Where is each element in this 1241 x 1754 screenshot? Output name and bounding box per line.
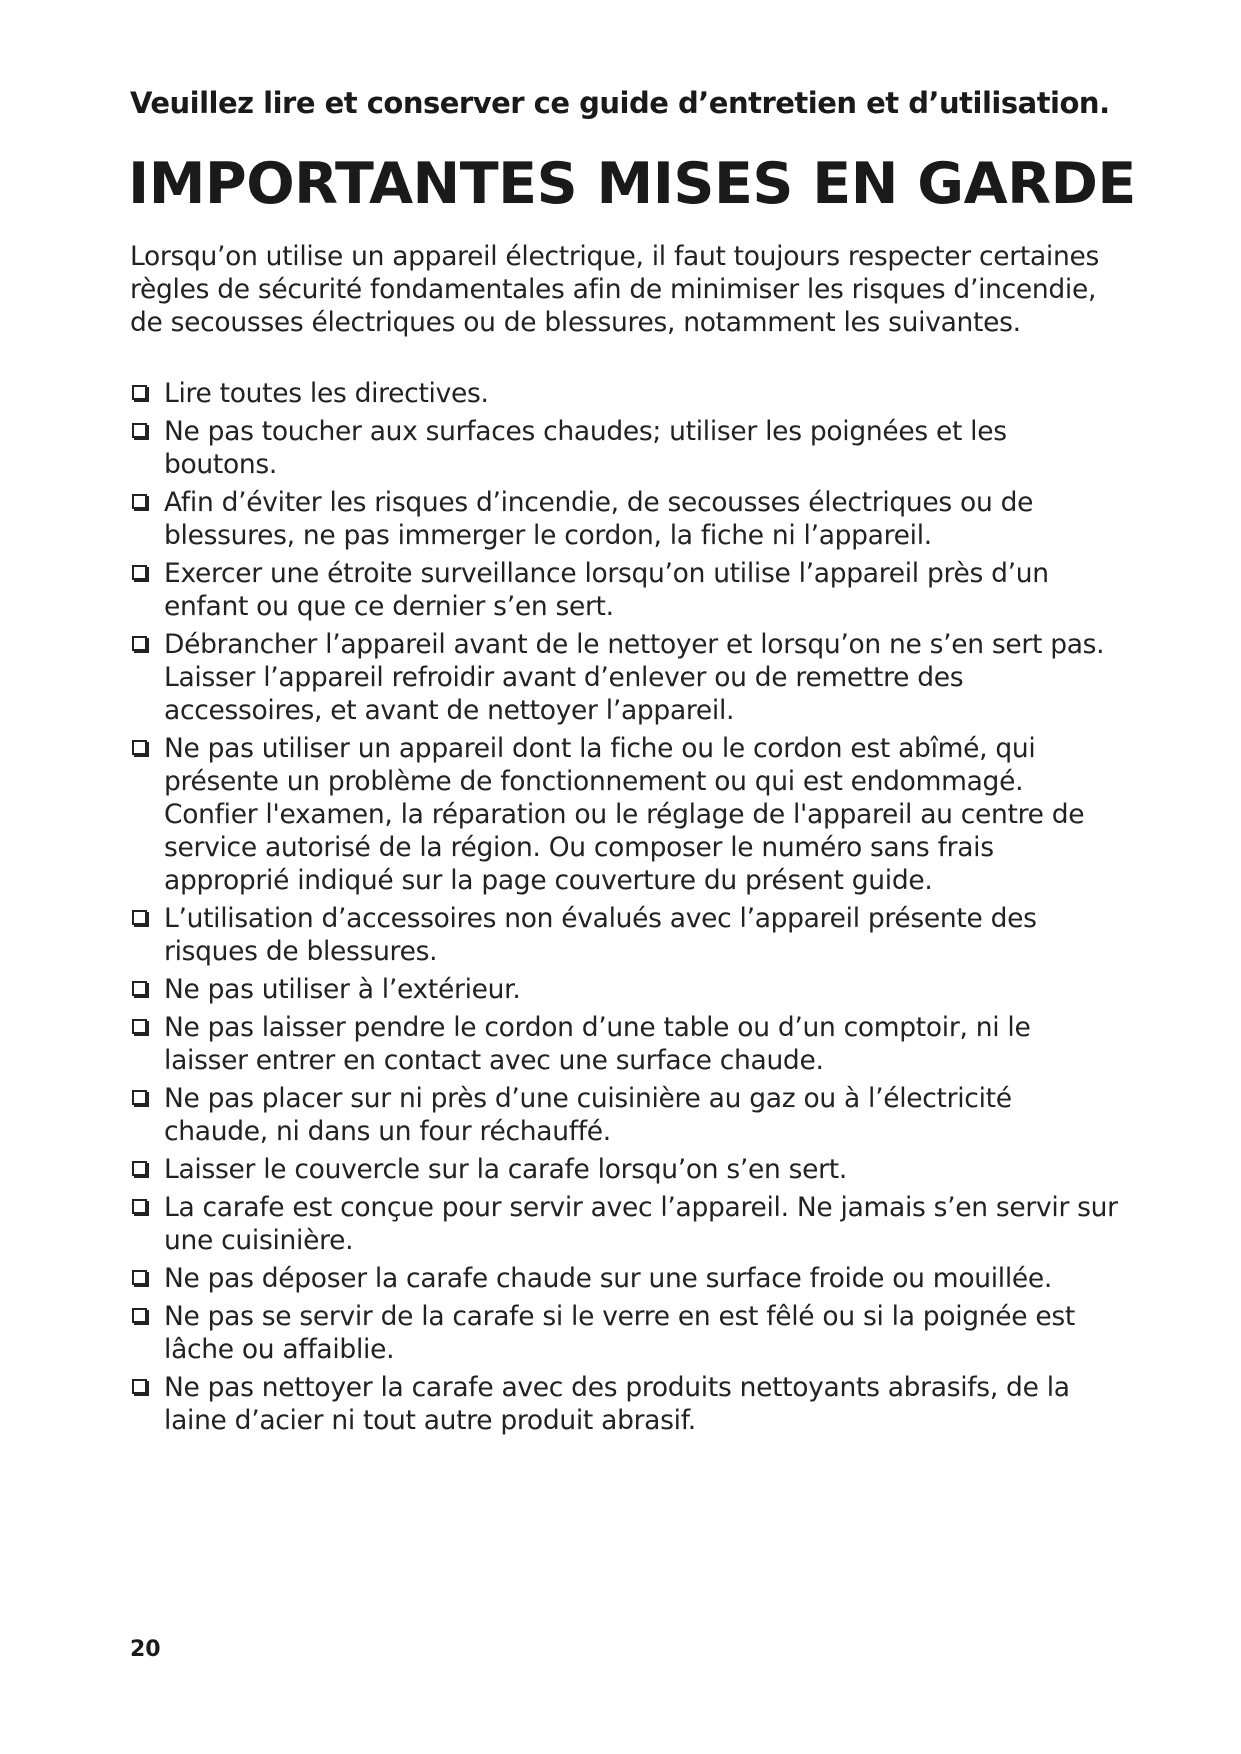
page-title: IMPORTANTES MISES EN GARDE <box>128 151 1136 217</box>
list-item <box>130 1300 1120 1366</box>
list-item <box>130 486 1120 552</box>
list-item <box>130 1191 1120 1257</box>
safety-instructions-list <box>130 377 1120 1442</box>
document-subtitle: Veuillez lire et conserver ce guide d’entretien et d’utilisation. <box>130 86 1110 120</box>
intro-paragraph: Lorsqu’on utilise un appareil électrique, il faut toujours respecter certaines règles de sécurité fondamentales afin de minimiser les risques d’incendie, de secousses électriques ou de blessures, notamment les suivantes. <box>130 241 1099 338</box>
list-item-text: Exercer une étroite surveillance lorsqu’on utilise l’appareil près d’un enfant ou que ce dernier s’en sert. <box>164 558 1049 622</box>
checkbox-icon <box>132 385 147 400</box>
page-number: 20 <box>130 1637 161 1662</box>
list-item-text: Ne pas utiliser un appareil dont la fiche ou le cordon est abîmé, qui présente un problème de fonctionnement ou qui est endommagé. Confier l'examen, la réparation ou le réglage de l'appareil au centre de service autorisé de la région. Ou composer le numéro sans frais approprié indiqué sur la page couverture du présent guide. <box>164 733 1085 896</box>
checkbox-icon <box>132 423 147 438</box>
list-item <box>130 902 1120 968</box>
checkbox-icon <box>132 1199 147 1214</box>
list-item-text: L’utilisation d’accessoires non évalués avec l’appareil présente des risques de blessures. <box>164 903 1037 967</box>
list-item-text: Ne pas toucher aux surfaces chaudes; utiliser les poignées et les boutons. <box>164 416 1007 480</box>
checkbox-icon <box>132 565 147 580</box>
list-item <box>130 557 1120 623</box>
checkbox-icon <box>132 1090 147 1105</box>
list-item <box>130 1082 1120 1148</box>
checkbox-icon <box>132 1270 147 1285</box>
list-item-text: Ne pas utiliser à l’extérieur. <box>164 974 521 1005</box>
list-item-text: Ne pas déposer la carafe chaude sur une surface froide ou mouillée. <box>164 1263 1053 1294</box>
checkbox-icon <box>132 1379 147 1394</box>
list-item <box>130 377 1120 410</box>
list-item-text: Ne pas se servir de la carafe si le verre en est fêlé ou si la poignée est lâche ou affaiblie. <box>164 1301 1076 1365</box>
document-page <box>128 0 1136 1754</box>
list-item <box>130 1371 1120 1437</box>
list-item-text: Ne pas placer sur ni près d’une cuisinière au gaz ou à l’électricité chaude, ni dans un four réchauffé. <box>164 1083 1012 1147</box>
list-item <box>130 415 1120 481</box>
checkbox-icon <box>132 1308 147 1323</box>
list-item <box>130 1262 1120 1295</box>
checkbox-icon <box>132 636 147 651</box>
checkbox-icon <box>132 981 147 996</box>
list-item-text: Débrancher l’appareil avant de le nettoyer et lorsqu’on ne s’en sert pas. Laisser l’appareil refroidir avant d’enlever ou de remettre des accessoires, et avant de nettoyer l’appareil. <box>164 629 1105 726</box>
list-item-text: Laisser le couvercle sur la carafe lorsqu’on s’en sert. <box>164 1154 847 1185</box>
list-item <box>130 628 1120 727</box>
list-item-text: Afin d’éviter les risques d’incendie, de secousses électriques ou de blessures, ne pas immerger le cordon, la fiche ni l’appareil. <box>164 487 1034 551</box>
list-item-text: La carafe est conçue pour servir avec l’appareil. Ne jamais s’en servir sur une cuisinière. <box>164 1192 1118 1256</box>
checkbox-icon <box>132 494 147 509</box>
checkbox-icon <box>132 1161 147 1176</box>
checkbox-icon <box>132 740 147 755</box>
list-item-text: Ne pas nettoyer la carafe avec des produits nettoyants abrasifs, de la laine d’acier ni tout autre produit abrasif. <box>164 1372 1070 1436</box>
list-item <box>130 1011 1120 1077</box>
list-item <box>130 973 1120 1006</box>
list-item <box>130 732 1120 897</box>
list-item-text: Ne pas laisser pendre le cordon d’une table ou d’un comptoir, ni le laisser entrer en contact avec une surface chaude. <box>164 1012 1031 1076</box>
list-item-text: Lire toutes les directives. <box>164 378 489 409</box>
checkbox-icon <box>132 1019 147 1034</box>
checkbox-icon <box>132 910 147 925</box>
list-item <box>130 1153 1120 1186</box>
